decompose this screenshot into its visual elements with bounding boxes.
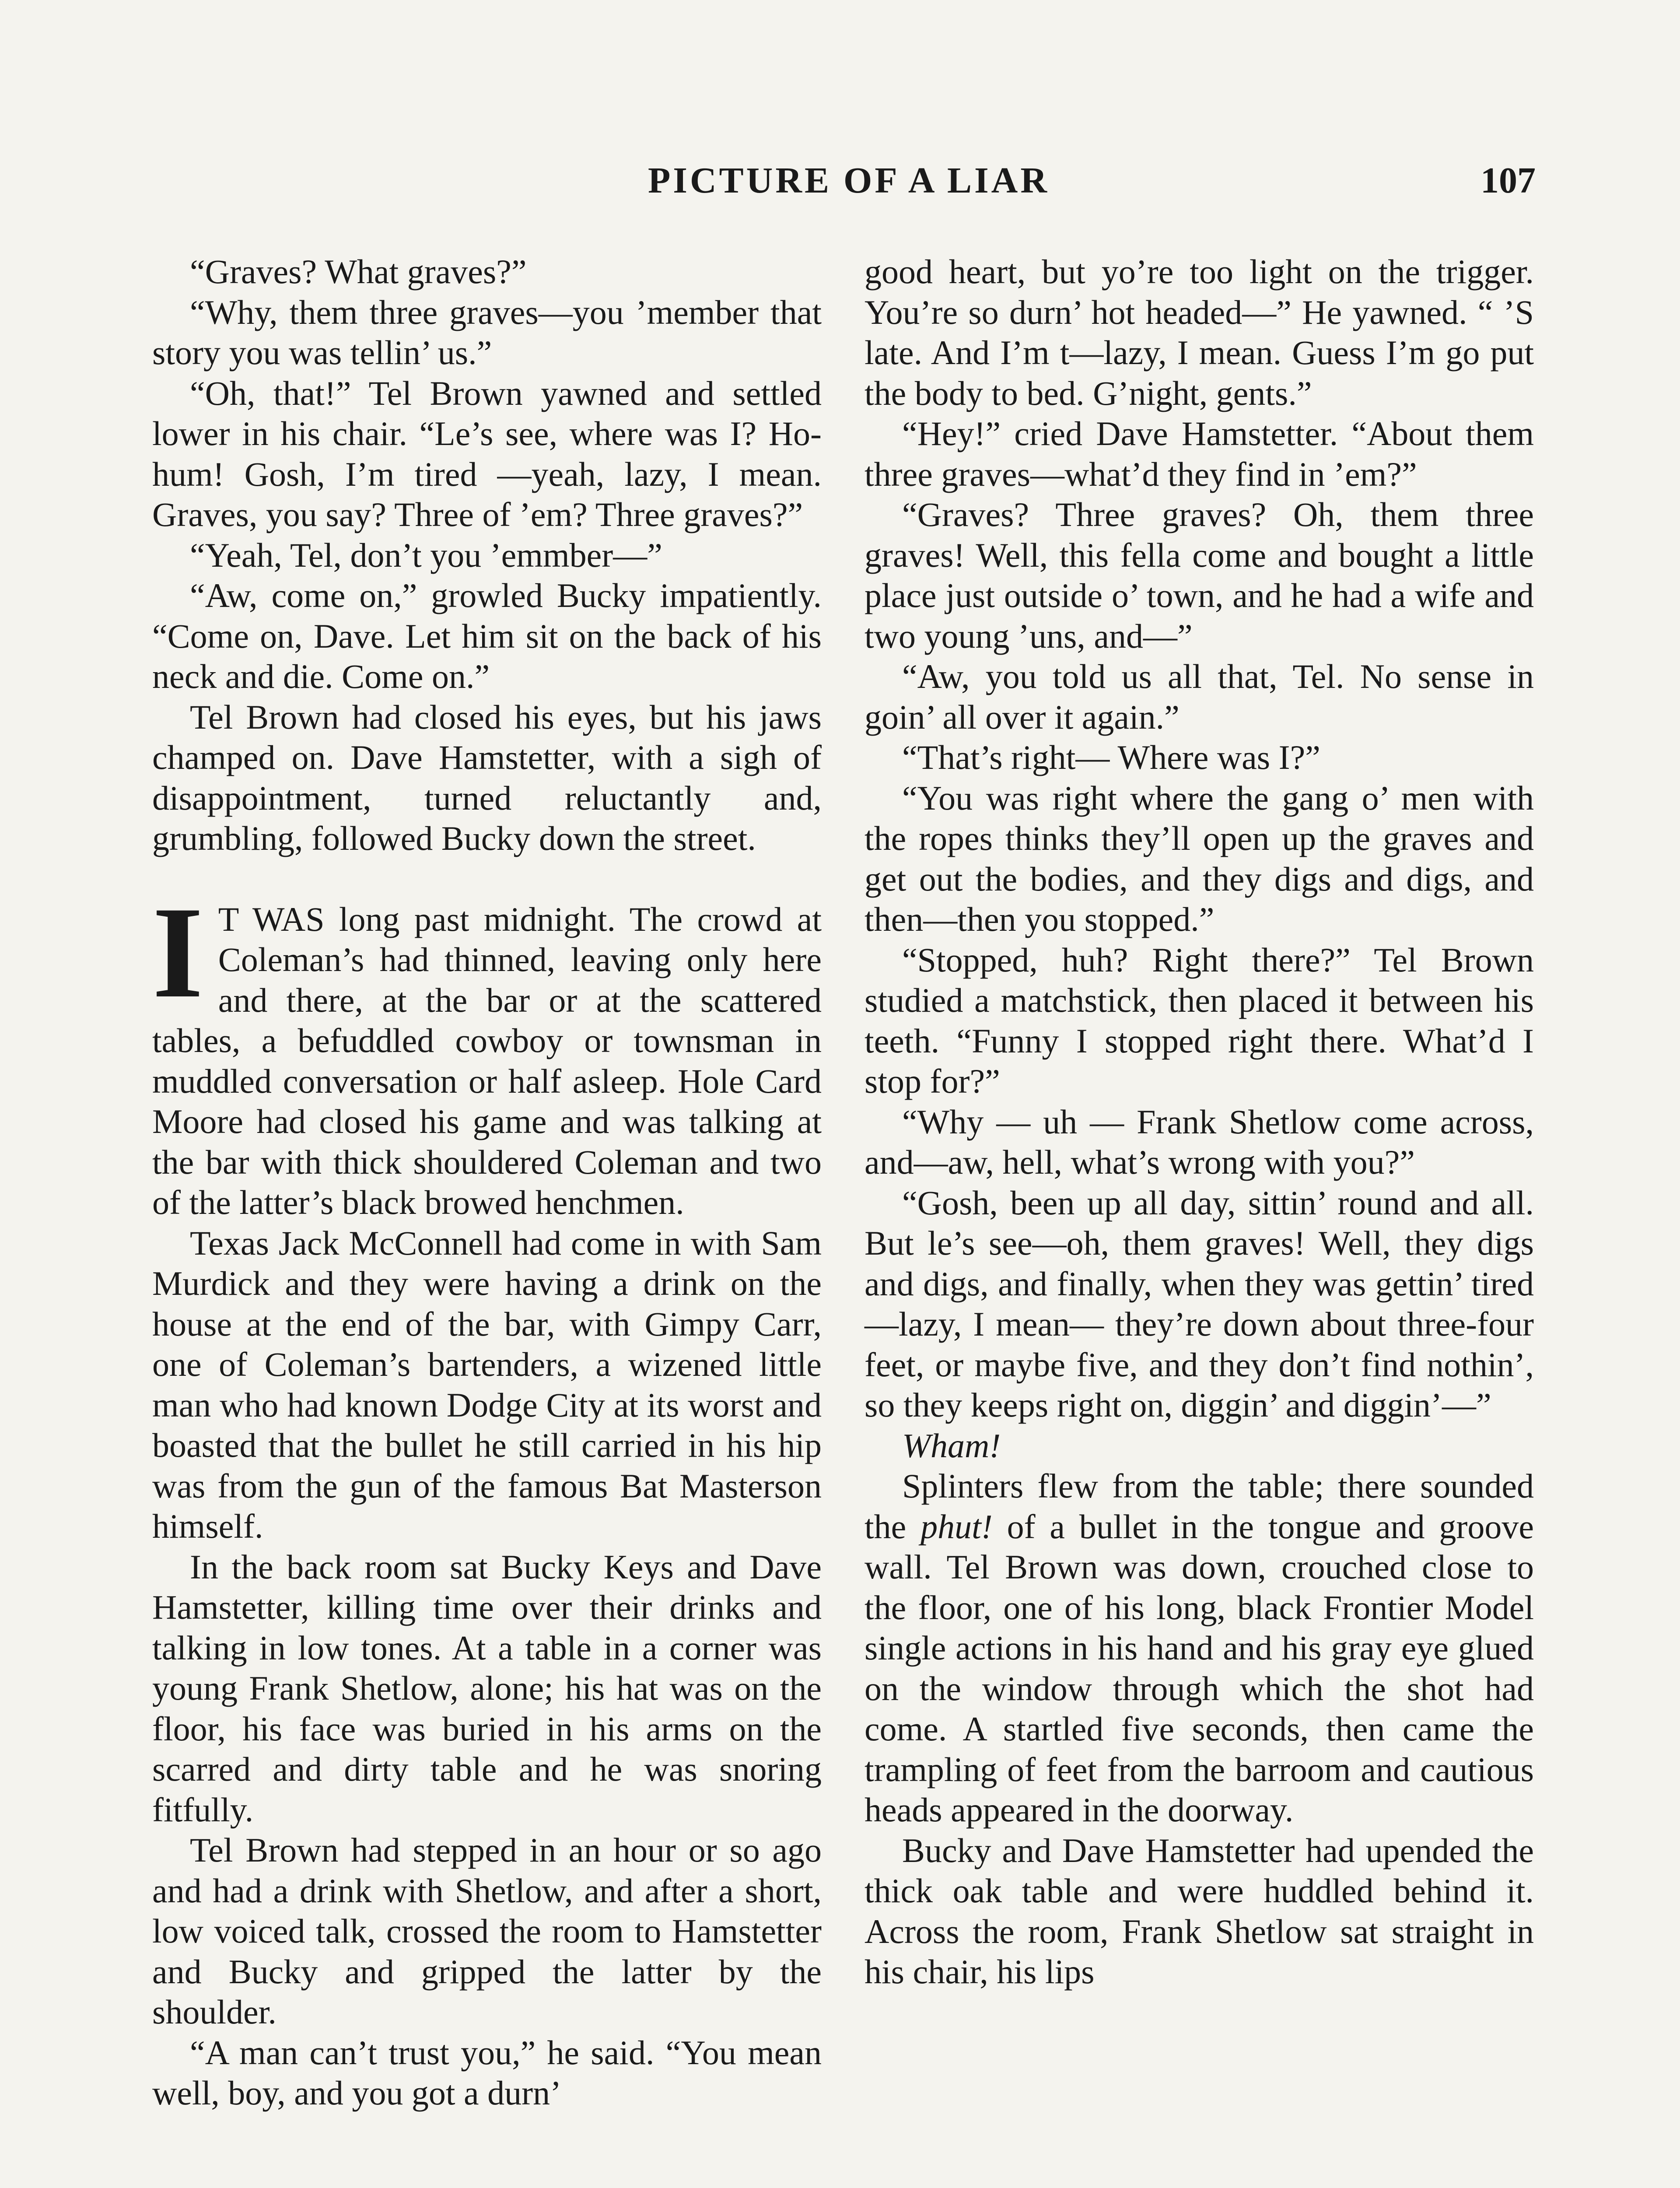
wham-text: Wham! (902, 1426, 1001, 1465)
paragraph-wham (864, 1426, 1534, 1466)
paragraph (864, 1466, 1534, 1830)
paragraph: “Stopped, huh? Right there?” Tel Brown studied a matchstick, then placed it between his teeth. “Funny I stopped right there. What’d I stop for?” (864, 940, 1534, 1100)
section-opening-paragraph (152, 879, 822, 1223)
paragraph: Texas Jack McConnell had come in with Sam Murdick and they were having a drink on the house at the end of the bar, with Gimpy Carr, one of Coleman’s bartenders, a wizened little man who had known Dodge City at its worst and boasted that the bullet he still carried in his hip was from the gun of the famous Bat Masterson himself. (152, 1224, 822, 1545)
phut-text: phut! (920, 1507, 993, 1546)
paragraph: Tel Brown had stepped in an hour or so ago and had a drink with Shetlow, and after a short, low voiced talk, crossed the room to Hamstetter and Bucky and gripped the latter by the shoulder. (152, 1831, 822, 2031)
paragraph: “Why — uh — Frank Shetlow come across, and—aw, hell, what’s wrong with you?” (864, 1102, 1534, 1181)
paragraph-continuation: good heart, but yo’re too light on the trigger. You’re so durn’ hot headed—” He yawned. “ ’S late. And I’m t—lazy, I mean. Guess I’m go put the body to bed. G’night, gents.” (864, 252, 1534, 412)
paragraph: “Aw, come on,” growled Bucky impatiently. “Come on, Dave. Let him sit on the back of his neck and die. Come on.” (152, 576, 822, 695)
page-number: 107 (1480, 160, 1536, 201)
paragraph: “Hey!” cried Dave Hamstetter. “About them three graves—what’d they find in ’em?” (864, 414, 1534, 493)
drop-cap: I (152, 879, 203, 1025)
paragraph: “Oh, that!” Tel Brown yawned and settled lower in his chair. “Le’s see, where was I? Ho-hum! Gosh, I’m tired —yeah, lazy, I mean. Graves, you say? Three of ’em? Three graves?” (152, 374, 822, 533)
splinters-text-before: Splinters flew from the table; there sounded the (864, 1467, 1534, 1546)
paragraph: “You was right where the gang o’ men with the ropes thinks they’ll open up the graves and get out the bodies, and they digs and digs, and then—then you stopped.” (864, 778, 1534, 938)
paragraph: “A man can’t trust you,” he said. “You mean well, boy, and you got a durn’ (152, 2033, 822, 2112)
paragraph: “Aw, you told us all that, Tel. No sense in goin’ all over it again.” (864, 657, 1534, 736)
paragraph: In the back room sat Bucky Keys and Dave Hamstetter, killing time over their drinks and talking in low tones. At a table in a corner was young Frank Shetlow, alone; his hat was on the floor, his face was buried in his arms on the scarred and dirty table and he was snoring fitfully. (152, 1547, 822, 1829)
page-header (0, 157, 1680, 205)
paragraph: “That’s right— Where was I?” (902, 738, 1320, 776)
section-opening-text: T WAS long past midnight. The crowd at Coleman’s had thinned, leaving only here and there, at the bar or at the scattered tables, a befuddled cowboy or townsman in muddled conversation or half asleep. Hole Card Moore had closed his game and was talking at the bar with thick shouldered Coleman and two of the latter’s black browed henchmen. (152, 900, 822, 1221)
left-column (152, 252, 822, 2114)
paragraph: “Gosh, been up all day, sittin’ round and all. But le’s see—oh, them graves! Well, they digs and digs, and finally, when they was gettin’ tired—lazy, I mean— they’re down about three-four feet, or maybe five, and they don’t find nothin’, so they keeps right on, diggin’ and diggin’—” (864, 1183, 1534, 1424)
paragraph: “Why, them three graves—you ’member that story you was tellin’ us.” (152, 293, 822, 372)
running-title: PICTURE OF A LIAR (648, 160, 1050, 201)
paragraph: Tel Brown had closed his eyes, but his jaws champed on. Dave Hamstetter, with a sigh of disappointment, turned reluctantly and, grumbling, followed Bucky down the street. (152, 698, 822, 857)
right-column (864, 252, 1534, 1992)
paragraph: “Graves? Three graves? Oh, them three graves! Well, this fella come and bought a little place just outside o’ town, and he had a wife and two young ’uns, and—” (864, 495, 1534, 655)
splinters-text-after: of a bullet in the tongue and groove wall. Tel Brown was down, crouched close to the floor, one of his long, black Frontier Model single actions in his hand and his gray eye glued on the window through which the shot had come. A startled five seconds, then came the trampling of feet from the barroom and cautious heads appeared in the doorway. (864, 1507, 1534, 1829)
paragraph: “Graves? What graves?” (190, 252, 527, 291)
paragraph: “Yeah, Tel, don’t you ’emmber—” (190, 536, 662, 574)
paragraph: Bucky and Dave Hamstetter had upended the thick oak table and were huddled behind it. Across the room, Frank Shetlow sat straight in his chair, his lips (864, 1831, 1534, 1991)
